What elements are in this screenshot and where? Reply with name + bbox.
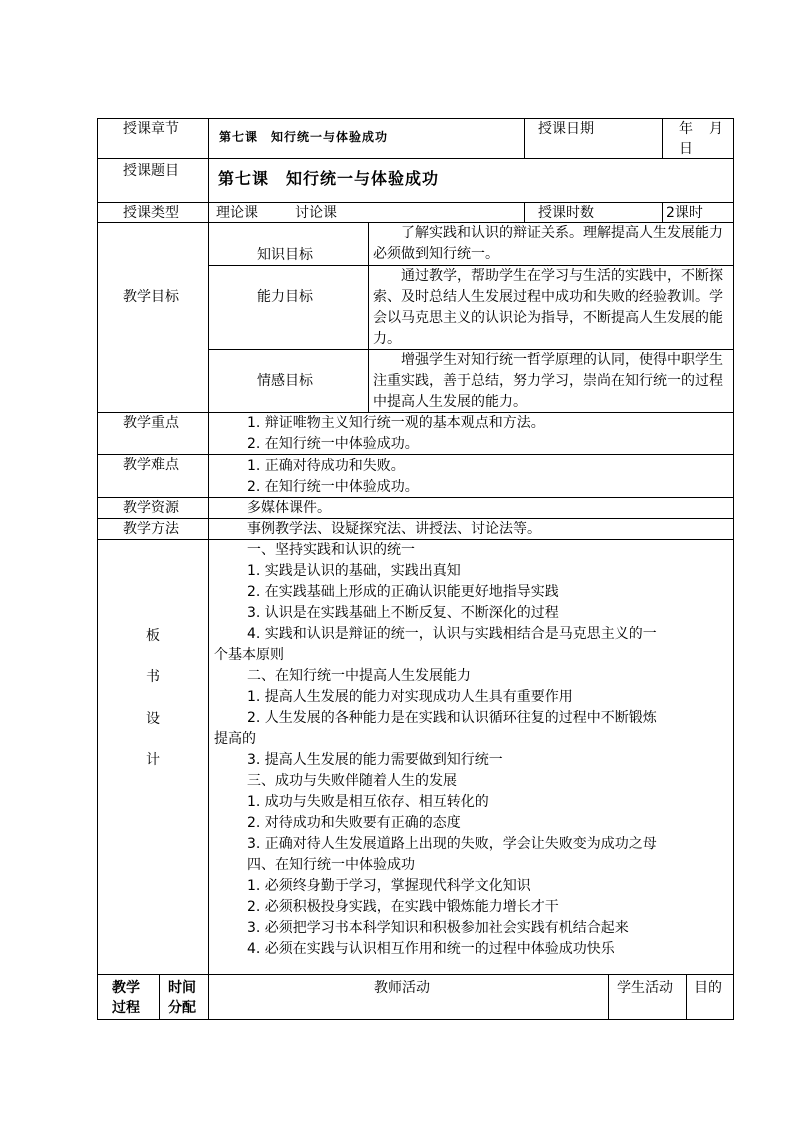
process-label-top: 教学 (112, 980, 140, 996)
board-label-char: 板 (146, 628, 160, 644)
ability-objective-label: 能力目标 (257, 289, 313, 305)
column-divider (368, 222, 369, 412)
topic-value: 第七课 知行统一与体验成功 (218, 169, 440, 188)
teacher-activity-header: 教师活动 (374, 980, 430, 996)
board-label-char: 书 (146, 669, 160, 685)
board-section-title: 三、成功与失败伴随着人生的发展 (247, 773, 457, 789)
column-divider (524, 202, 525, 222)
row-divider (97, 974, 734, 975)
column-divider (208, 118, 209, 974)
type-value-discussion: 讨论课 (295, 205, 337, 221)
difficulty-item: 1. 正确对待成功和失败。 (247, 458, 405, 474)
board-item: 3. 必须把学习书本科学知识和积极参加社会实践有机结合起来 (247, 920, 629, 936)
student-activity-header: 学生活动 (617, 980, 673, 996)
row-divider (97, 454, 734, 455)
hours-label: 授课时数 (538, 205, 594, 221)
board-item-continued: 个基本原则 (214, 647, 284, 663)
board-item: 2. 必须积极投身实践，在实践中锻炼能力增长才干 (247, 899, 559, 915)
board-section-title: 四、在知行统一中体验成功 (247, 857, 415, 873)
column-divider (159, 974, 160, 1019)
knowledge-objective-label: 知识目标 (257, 247, 313, 263)
methods-label: 教学方法 (123, 521, 179, 537)
row-divider (97, 539, 734, 540)
resources-value: 多媒体课件。 (247, 500, 331, 516)
date-label: 授课日期 (538, 121, 594, 137)
board-label-char: 设 (146, 711, 160, 727)
purpose-header: 目的 (694, 980, 722, 996)
board-label-char: 计 (146, 752, 160, 768)
board-item: 3. 正确对待人生发展道路上出现的失败，学会让失败变为成功之母 (247, 836, 657, 852)
board-item: 2. 对待成功和失败要有正确的态度 (247, 815, 461, 831)
row-divider (97, 497, 734, 498)
board-item: 4. 实践和认识是辩证的统一，认识与实践相结合是马克思主义的一 (247, 626, 657, 642)
date-month: 月 (709, 121, 723, 137)
column-divider (662, 202, 663, 222)
column-divider (608, 974, 609, 1019)
difficulties-label: 教学难点 (123, 457, 179, 473)
table-border-left (97, 118, 98, 1020)
hours-value: 2课时 (666, 205, 703, 221)
emotion-objective-label: 情感目标 (257, 373, 313, 389)
board-item: 3. 认识是在实践基础上不断反复、不断深化的过程 (247, 605, 559, 621)
difficulty-item: 2. 在知行统一中体验成功。 (247, 479, 419, 495)
methods-value: 事例教学法、设疑探究法、讲授法、讨论法等。 (247, 521, 541, 537)
column-divider (524, 118, 525, 158)
column-divider (686, 974, 687, 1019)
key-point-item: 2. 在知行统一中体验成功。 (247, 436, 419, 452)
key-points-label: 教学重点 (123, 415, 179, 431)
process-label-bottom: 过程 (112, 1000, 140, 1016)
board-section-title: 一、坚持实践和认识的统一 (247, 542, 415, 558)
board-item-continued: 提高的 (214, 731, 256, 747)
emotion-objective-text: 增强学生对知行统一哲学原理的认同，使得中职学生注重实践，善于总结，努力学习，崇尚在知行统一的过程中提高人生发展的能力。 (373, 352, 723, 410)
board-section-title: 二、在知行统一中提高人生发展能力 (247, 668, 471, 684)
column-divider (662, 118, 663, 158)
objectives-label: 教学目标 (123, 289, 179, 305)
table-border-right (733, 118, 734, 1020)
type-label: 授课类型 (123, 205, 179, 221)
board-item: 2. 在实践基础上形成的正确认识能更好地指导实践 (247, 584, 559, 600)
time-label-bottom: 分配 (168, 1000, 196, 1016)
key-point-item: 1. 辩证唯物主义知行统一观的基本观点和方法。 (247, 415, 545, 431)
board-item: 1. 实践是认识的基础，实践出真知 (247, 563, 461, 579)
ability-objective-text: 通过教学，帮助学生在学习与生活的实践中，不断探索、及时总结人生发展过程中成功和失败的经验教训。学会以马克思主义的认识论为指导，不断提高人生发展的能力。 (373, 268, 723, 347)
knowledge-objective-text: 了解实践和认识的辩证关系。理解提高人生发展能力必须做到知行统一。 (373, 225, 723, 262)
board-item: 4. 必须在实践与认识相互作用和统一的过程中体验成功快乐 (247, 941, 615, 957)
row-divider (97, 202, 734, 203)
type-value-lecture: 理论课 (216, 205, 258, 221)
resources-label: 教学资源 (123, 500, 179, 516)
board-item: 2. 人生发展的各种能力是在实践和认识循环往复的过程中不断锻炼 (247, 710, 657, 726)
time-label-top: 时间 (168, 980, 196, 996)
table-border-bottom (97, 1019, 734, 1020)
board-item: 1. 必须终身勤于学习，掌握现代科学文化知识 (247, 878, 531, 894)
chapter-label: 授课章节 (123, 121, 179, 137)
board-item: 1. 提高人生发展的能力对实现成功人生具有重要作用 (247, 689, 573, 705)
board-item: 3. 提高人生发展的能力需要做到知行统一 (247, 752, 503, 768)
row-divider (97, 158, 734, 159)
column-divider (208, 974, 209, 1019)
board-item: 1. 成功与失败是相互依存、相互转化的 (247, 794, 489, 810)
date-day: 日 (679, 141, 693, 157)
topic-label: 授课题目 (123, 163, 179, 179)
date-year: 年 (679, 121, 693, 137)
chapter-value: 第七课 知行统一与体验成功 (219, 130, 389, 144)
table-border-top (97, 118, 734, 119)
